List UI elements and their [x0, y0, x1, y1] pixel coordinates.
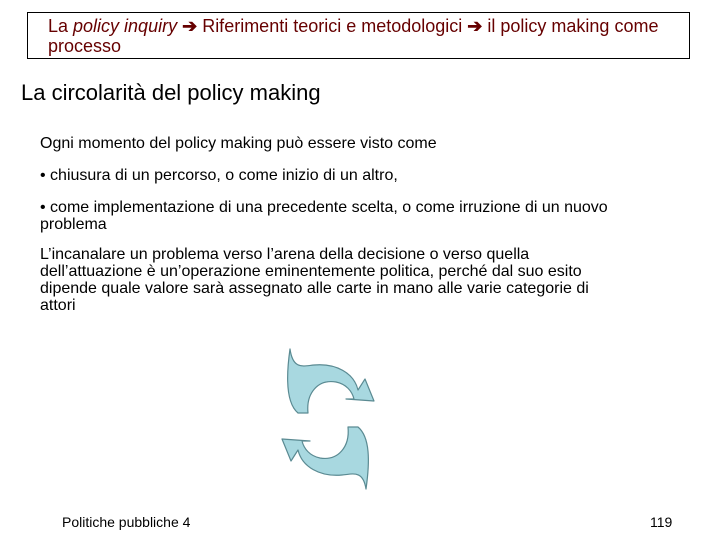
bullet-item: • come implementazione di una precedente scelta, o come irruzione di un nuovo problema [40, 199, 608, 233]
footer-course: Politiche pubbliche 4 [62, 514, 191, 530]
header-part1: La [48, 16, 74, 36]
arrow-bottom [282, 427, 368, 489]
header-part4: il policy making come processo [48, 16, 659, 56]
arrow-right-icon: ➔ [182, 16, 198, 36]
slide-title: La circolarità del policy making [21, 80, 321, 105]
bullet-item: • chiusura di un percorso, o come inizio di un altro, [40, 167, 398, 184]
header-breadcrumb [48, 16, 688, 56]
cycle-arrows-icon [268, 345, 388, 495]
arrow-right-icon: ➔ [467, 16, 483, 36]
page-number: 119 [650, 514, 673, 530]
header-part3: Riferimenti teorici e metodologici [197, 16, 468, 36]
header-italic: policy inquiry [73, 16, 178, 36]
body-paragraph: L’incanalare un problema verso l’arena della decisione o verso quella dell’attuazione è un’operazione eminentemente politica, perché dal suo esito dipende quale valore sarà assegnato alle carte in mano alle varie categorie di attori [40, 246, 589, 314]
arrow-top [288, 349, 374, 413]
intro-paragraph: Ogni momento del policy making può essere visto come [40, 135, 437, 152]
header-box [27, 12, 690, 59]
